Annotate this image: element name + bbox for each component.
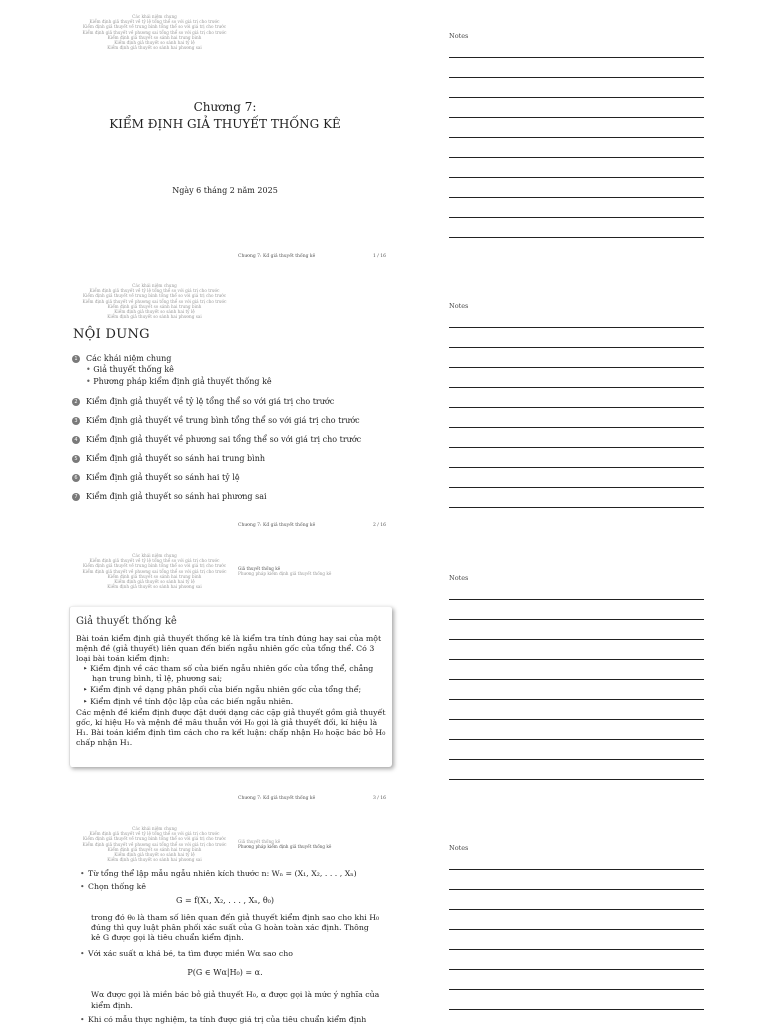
outline-subitem[interactable]: • Giả thuyết thống kê xyxy=(86,365,174,374)
chapter-label: Chương 7: xyxy=(193,100,257,114)
paragraph-line: kiểm định. xyxy=(91,1001,133,1010)
number-bullet-icon: 2 xyxy=(72,398,80,406)
outline-item-label: Kiểm định giả thuyết về trung bình tổng thể so với giá trị cho trước xyxy=(86,416,360,425)
notes-line xyxy=(449,487,704,488)
bullet-text: Chọn thống kê xyxy=(88,882,146,891)
nav-item[interactable]: Kiểm định giả thuyết so sánh hai tỷ lệ xyxy=(114,40,195,46)
nav-item[interactable]: Kiểm định giả thuyết về phương sai tổng thể so với giá trị cho trước xyxy=(82,841,227,847)
notes-panel-4 xyxy=(449,844,704,852)
bullet-text: Khi có mẫu thực nghiệm, ta tính được giá trị của tiêu chuẩn kiểm định xyxy=(88,1015,367,1024)
notes-line xyxy=(449,639,704,640)
notes-line xyxy=(449,367,704,368)
list-item: ‣ Kiểm định về tính độc lập của các biến ngẫu nhiên. xyxy=(83,696,294,706)
nav-item[interactable]: Các khái niệm chung xyxy=(132,553,177,558)
notes-line xyxy=(449,699,704,700)
slide-3-nav-header xyxy=(72,553,237,589)
section-nav-item[interactable]: Giả thuyết thống kê xyxy=(238,566,281,571)
outline-item-label: Kiểm định giả thuyết so sánh hai trung bình xyxy=(86,454,266,463)
notes-line xyxy=(449,237,704,238)
notes-line xyxy=(449,909,704,910)
nav-item[interactable]: Kiểm định giả thuyết về tỷ lệ tổng thể so với giá trị cho trước xyxy=(89,19,220,25)
notes-line xyxy=(449,447,704,448)
presentation-title: KIỂM ĐỊNH GIẢ THUYẾT THỐNG KÊ xyxy=(109,117,341,131)
outline-subitem-label: Phương pháp kiểm định giả thuyết thống kê xyxy=(93,377,272,386)
nav-item[interactable]: Kiểm định giả thuyết về trung bình tổng thể so với giá trị cho trước xyxy=(82,563,227,569)
notes-line xyxy=(449,619,704,620)
outline-item[interactable] xyxy=(72,473,240,482)
number-bullet-icon: 5 xyxy=(72,455,80,463)
section-nav-item[interactable]: Phương pháp kiểm định giả thuyết thống kê xyxy=(238,844,332,850)
footer-title: Chương 7: Kđ giả thuyết thống kê xyxy=(238,523,316,528)
nav-item[interactable]: Kiểm định giả thuyết so sánh hai trung bình xyxy=(107,573,202,579)
notes-line xyxy=(449,157,704,158)
notes-line xyxy=(449,57,704,58)
nav-item[interactable]: Kiểm định giả thuyết về tỷ lệ tổng thể so với giá trị cho trước xyxy=(89,288,220,294)
nav-item[interactable]: Kiểm định giả thuyết về trung bình tổng thể so với giá trị cho trước xyxy=(82,24,227,30)
notes-label: Notes xyxy=(449,32,469,40)
equation: P(G ∈ Wα|H₀) = α. xyxy=(187,968,263,977)
presentation-date: Ngày 6 tháng 2 năm 2025 xyxy=(172,186,278,195)
notes-line xyxy=(449,969,704,970)
nav-item[interactable]: Kiểm định giả thuyết về trung bình tổng thể so với giá trị cho trước xyxy=(82,293,227,299)
bullet-text: Từ tổng thể lập mẫu ngẫu nhiên kích thước n: Wₙ = (X₁, X₂, . . . , Xₙ) xyxy=(88,869,357,878)
footer-title: Chương 7: Kđ giả thuyết thống kê xyxy=(238,254,316,259)
block-body xyxy=(76,634,390,748)
page-number: 3 / 16 xyxy=(373,796,386,801)
notes-line xyxy=(449,427,704,428)
section-nav-item[interactable]: Giả thuyết thống kê xyxy=(238,839,281,844)
notes-line xyxy=(449,177,704,178)
nav-item[interactable]: Kiểm định giả thuyết về trung bình tổng thể so với giá trị cho trước xyxy=(82,836,227,842)
nav-item[interactable]: Kiểm định giả thuyết so sánh hai phương sai xyxy=(107,45,202,51)
nav-item[interactable]: Các khái niệm chung xyxy=(132,283,177,288)
block-title: Giả thuyết thống kê xyxy=(76,616,177,627)
nav-item[interactable]: Kiểm định giả thuyết về tỷ lệ tổng thể so với giá trị cho trước xyxy=(89,558,220,564)
notes-line xyxy=(449,659,704,660)
notes-line xyxy=(449,759,704,760)
paragraph-line: trong đó θ₀ là tham số liên quan đến giả thuyết kiểm định sao cho khi H₀ xyxy=(91,913,380,922)
number-bullet-icon: 4 xyxy=(72,436,80,444)
outline-item[interactable] xyxy=(72,354,171,363)
slide-2-footer xyxy=(238,523,386,528)
slide-4-section-nav xyxy=(238,839,388,849)
outline-item-label: Kiểm định giả thuyết về phương sai tổng thể so với giá trị cho trước xyxy=(86,435,362,444)
outline-item[interactable] xyxy=(72,397,334,406)
section-nav-item[interactable]: Phương pháp kiểm định giả thuyết thống kê xyxy=(238,571,332,577)
footer-title: Chương 7: Kđ giả thuyết thống kê xyxy=(238,796,316,801)
page-number: 2 / 16 xyxy=(373,523,386,528)
notes-line xyxy=(449,327,704,328)
paragraph-line: Wα được gọi là miền bác bỏ giả thuyết H₀, α được gọi là mức ý nghĩa của xyxy=(91,990,380,999)
nav-item[interactable]: Kiểm định giả thuyết so sánh hai tỷ lệ xyxy=(114,309,195,315)
definition-block xyxy=(69,606,392,767)
list-item-text: Kiểm định về các tham số của biến ngẫu nhiên gốc của tổng thể, chẳng hạn trung bình, tỉ lệ, phương sai; xyxy=(90,664,374,684)
notes-line xyxy=(449,929,704,930)
notes-line xyxy=(449,117,704,118)
list-item: ‣ Kiểm định về dạng phân phối của biến ngẫu nhiên gốc của tổng thể; xyxy=(83,685,362,695)
nav-item[interactable]: Kiểm định giả thuyết so sánh hai tỷ lệ xyxy=(114,579,195,585)
outline-subitem[interactable]: • Phương pháp kiểm định giả thuyết thống kê xyxy=(86,377,272,386)
notes-line xyxy=(449,719,704,720)
bullet-item: • Khi có mẫu thực nghiệm, ta tính được giá trị của tiêu chuẩn kiểm định xyxy=(80,1015,367,1024)
nav-item[interactable]: Kiểm định giả thuyết về phương sai tổng thể so với giá trị cho trước xyxy=(82,298,227,304)
notes-line xyxy=(449,137,704,138)
outline-subitem-label: Giả thuyết thống kê xyxy=(93,365,174,374)
notes-label: Notes xyxy=(449,302,469,310)
notes-label: Notes xyxy=(449,844,469,852)
nav-item[interactable]: Kiểm định giả thuyết về phương sai tổng thể so với giá trị cho trước xyxy=(82,29,227,35)
nav-item[interactable]: Kiểm định giả thuyết so sánh hai phương sai xyxy=(107,857,202,863)
outline-item-label: Kiểm định giả thuyết về tỷ lệ tổng thể so với giá trị cho trước xyxy=(86,397,335,406)
bullet-text: Với xác suất α khá bé, ta tìm được miền Wα sao cho xyxy=(88,949,293,958)
slide-1-nav-header xyxy=(72,14,237,50)
notes-line xyxy=(449,467,704,468)
bullet-item: • Từ tổng thể lập mẫu ngẫu nhiên kích thước n: Wₙ = (X₁, X₂, . . . , Xₙ) xyxy=(80,869,357,878)
notes-line xyxy=(449,1009,704,1010)
slide-1-footer xyxy=(238,254,386,259)
paragraph-line: đúng thì quy luật phân phối xác suất của G hoàn toàn xác định. Thông xyxy=(91,923,369,932)
notes-line xyxy=(449,889,704,890)
number-bullet-icon: 6 xyxy=(72,474,80,482)
nav-item[interactable]: Các khái niệm chung xyxy=(132,14,177,19)
nav-item[interactable]: Kiểm định giả thuyết so sánh hai trung bình xyxy=(107,846,202,852)
notes-line xyxy=(449,949,704,950)
notes-line xyxy=(449,217,704,218)
notes-panel-3 xyxy=(449,574,704,582)
slide-4-nav-header xyxy=(72,826,237,862)
list-item-text: Kiểm định về tính độc lập của các biến ngẫu nhiên. xyxy=(90,696,294,706)
notes-line xyxy=(449,739,704,740)
bullet-item: • Với xác suất α khá bé, ta tìm được miền Wα sao cho xyxy=(80,949,293,958)
notes-panel-2 xyxy=(449,302,704,310)
nav-item[interactable]: Kiểm định giả thuyết so sánh hai phương sai xyxy=(107,314,202,320)
notes-panel-1 xyxy=(449,32,704,40)
number-bullet-icon: 7 xyxy=(72,493,80,501)
notes-line xyxy=(449,387,704,388)
list-item: ‣ Kiểm định về các tham số của biến ngẫu nhiên gốc của tổng thể, chẳng hạn trung bình, tỉ lệ, phương sai; xyxy=(83,664,374,684)
outline-item[interactable] xyxy=(72,416,360,425)
notes-line xyxy=(449,679,704,680)
notes-line xyxy=(449,989,704,990)
nav-item[interactable]: Kiểm định giả thuyết so sánh hai trung bình xyxy=(107,303,202,309)
notes-line xyxy=(449,779,704,780)
slide-3-section-nav xyxy=(238,566,388,576)
nav-item[interactable]: Kiểm định giả thuyết về phương sai tổng thể so với giá trị cho trước xyxy=(82,568,227,574)
notes-line xyxy=(449,507,704,508)
notes-line xyxy=(449,347,704,348)
notes-label: Notes xyxy=(449,574,469,582)
outline-item[interactable] xyxy=(72,435,361,444)
nav-item[interactable]: Kiểm định giả thuyết so sánh hai tỷ lệ xyxy=(114,852,195,858)
outline-heading: NỘI DUNG xyxy=(73,327,150,342)
outline-item-label: Kiểm định giả thuyết so sánh hai phương sai xyxy=(86,492,267,501)
notes-line xyxy=(449,77,704,78)
nav-item[interactable]: Kiểm định giả thuyết về tỷ lệ tổng thể so với giá trị cho trước xyxy=(89,831,220,837)
notes-line xyxy=(449,97,704,98)
block-outro: Các mệnh đề kiểm định được đặt dưới dạng các cặp giả thuyết gồm giả thuyết gốc, kí hiệu H₀ và mệnh đề mâu thuẫn với H₀ gọi là giả thuyết đối, kí hiệu là H₁. Bài toán kiểm định tìm cách cho ra kết luận: chấp nhận H₀ hoặc bác bỏ H₀ chấp nhận H₁. xyxy=(76,707,386,747)
number-bullet-icon: 3 xyxy=(72,417,80,425)
list-item-text: Kiểm định về dạng phân phối của biến ngẫu nhiên gốc của tổng thể; xyxy=(90,685,362,695)
number-bullet-icon: 1 xyxy=(72,355,80,363)
notes-line xyxy=(449,599,704,600)
notes-line xyxy=(449,197,704,198)
notes-line xyxy=(449,869,704,870)
outline-item[interactable] xyxy=(72,454,265,463)
notes-line xyxy=(449,407,704,408)
slide-3-footer xyxy=(238,796,386,801)
slide-2-nav-header xyxy=(72,283,237,319)
equation: G = f(X₁, X₂, . . . , Xₙ, θ₀) xyxy=(176,896,274,905)
nav-item[interactable]: Các khái niệm chung xyxy=(132,826,177,831)
outline-item-label: Các khái niệm chung xyxy=(86,354,172,363)
nav-item[interactable]: Kiểm định giả thuyết so sánh hai trung bình xyxy=(107,34,202,40)
bullet-item: • Chọn thống kê xyxy=(80,882,146,891)
outline-item-label: Kiểm định giả thuyết so sánh hai tỷ lệ xyxy=(86,473,240,482)
page-number: 1 / 16 xyxy=(373,254,386,259)
paragraph-line: kê G được gọi là tiêu chuẩn kiểm định. xyxy=(91,933,244,942)
nav-item[interactable]: Kiểm định giả thuyết so sánh hai phương sai xyxy=(107,584,202,590)
outline-item[interactable] xyxy=(72,492,267,501)
block-intro: Bài toán kiểm định giả thuyết thống kê là kiểm tra tính đúng hay sai của một mệnh đề (giả thuyết) liên quan đến biến ngẫu nhiên gốc của tổng thể. Có 3 loại bài toán kiểm định: xyxy=(76,634,382,664)
